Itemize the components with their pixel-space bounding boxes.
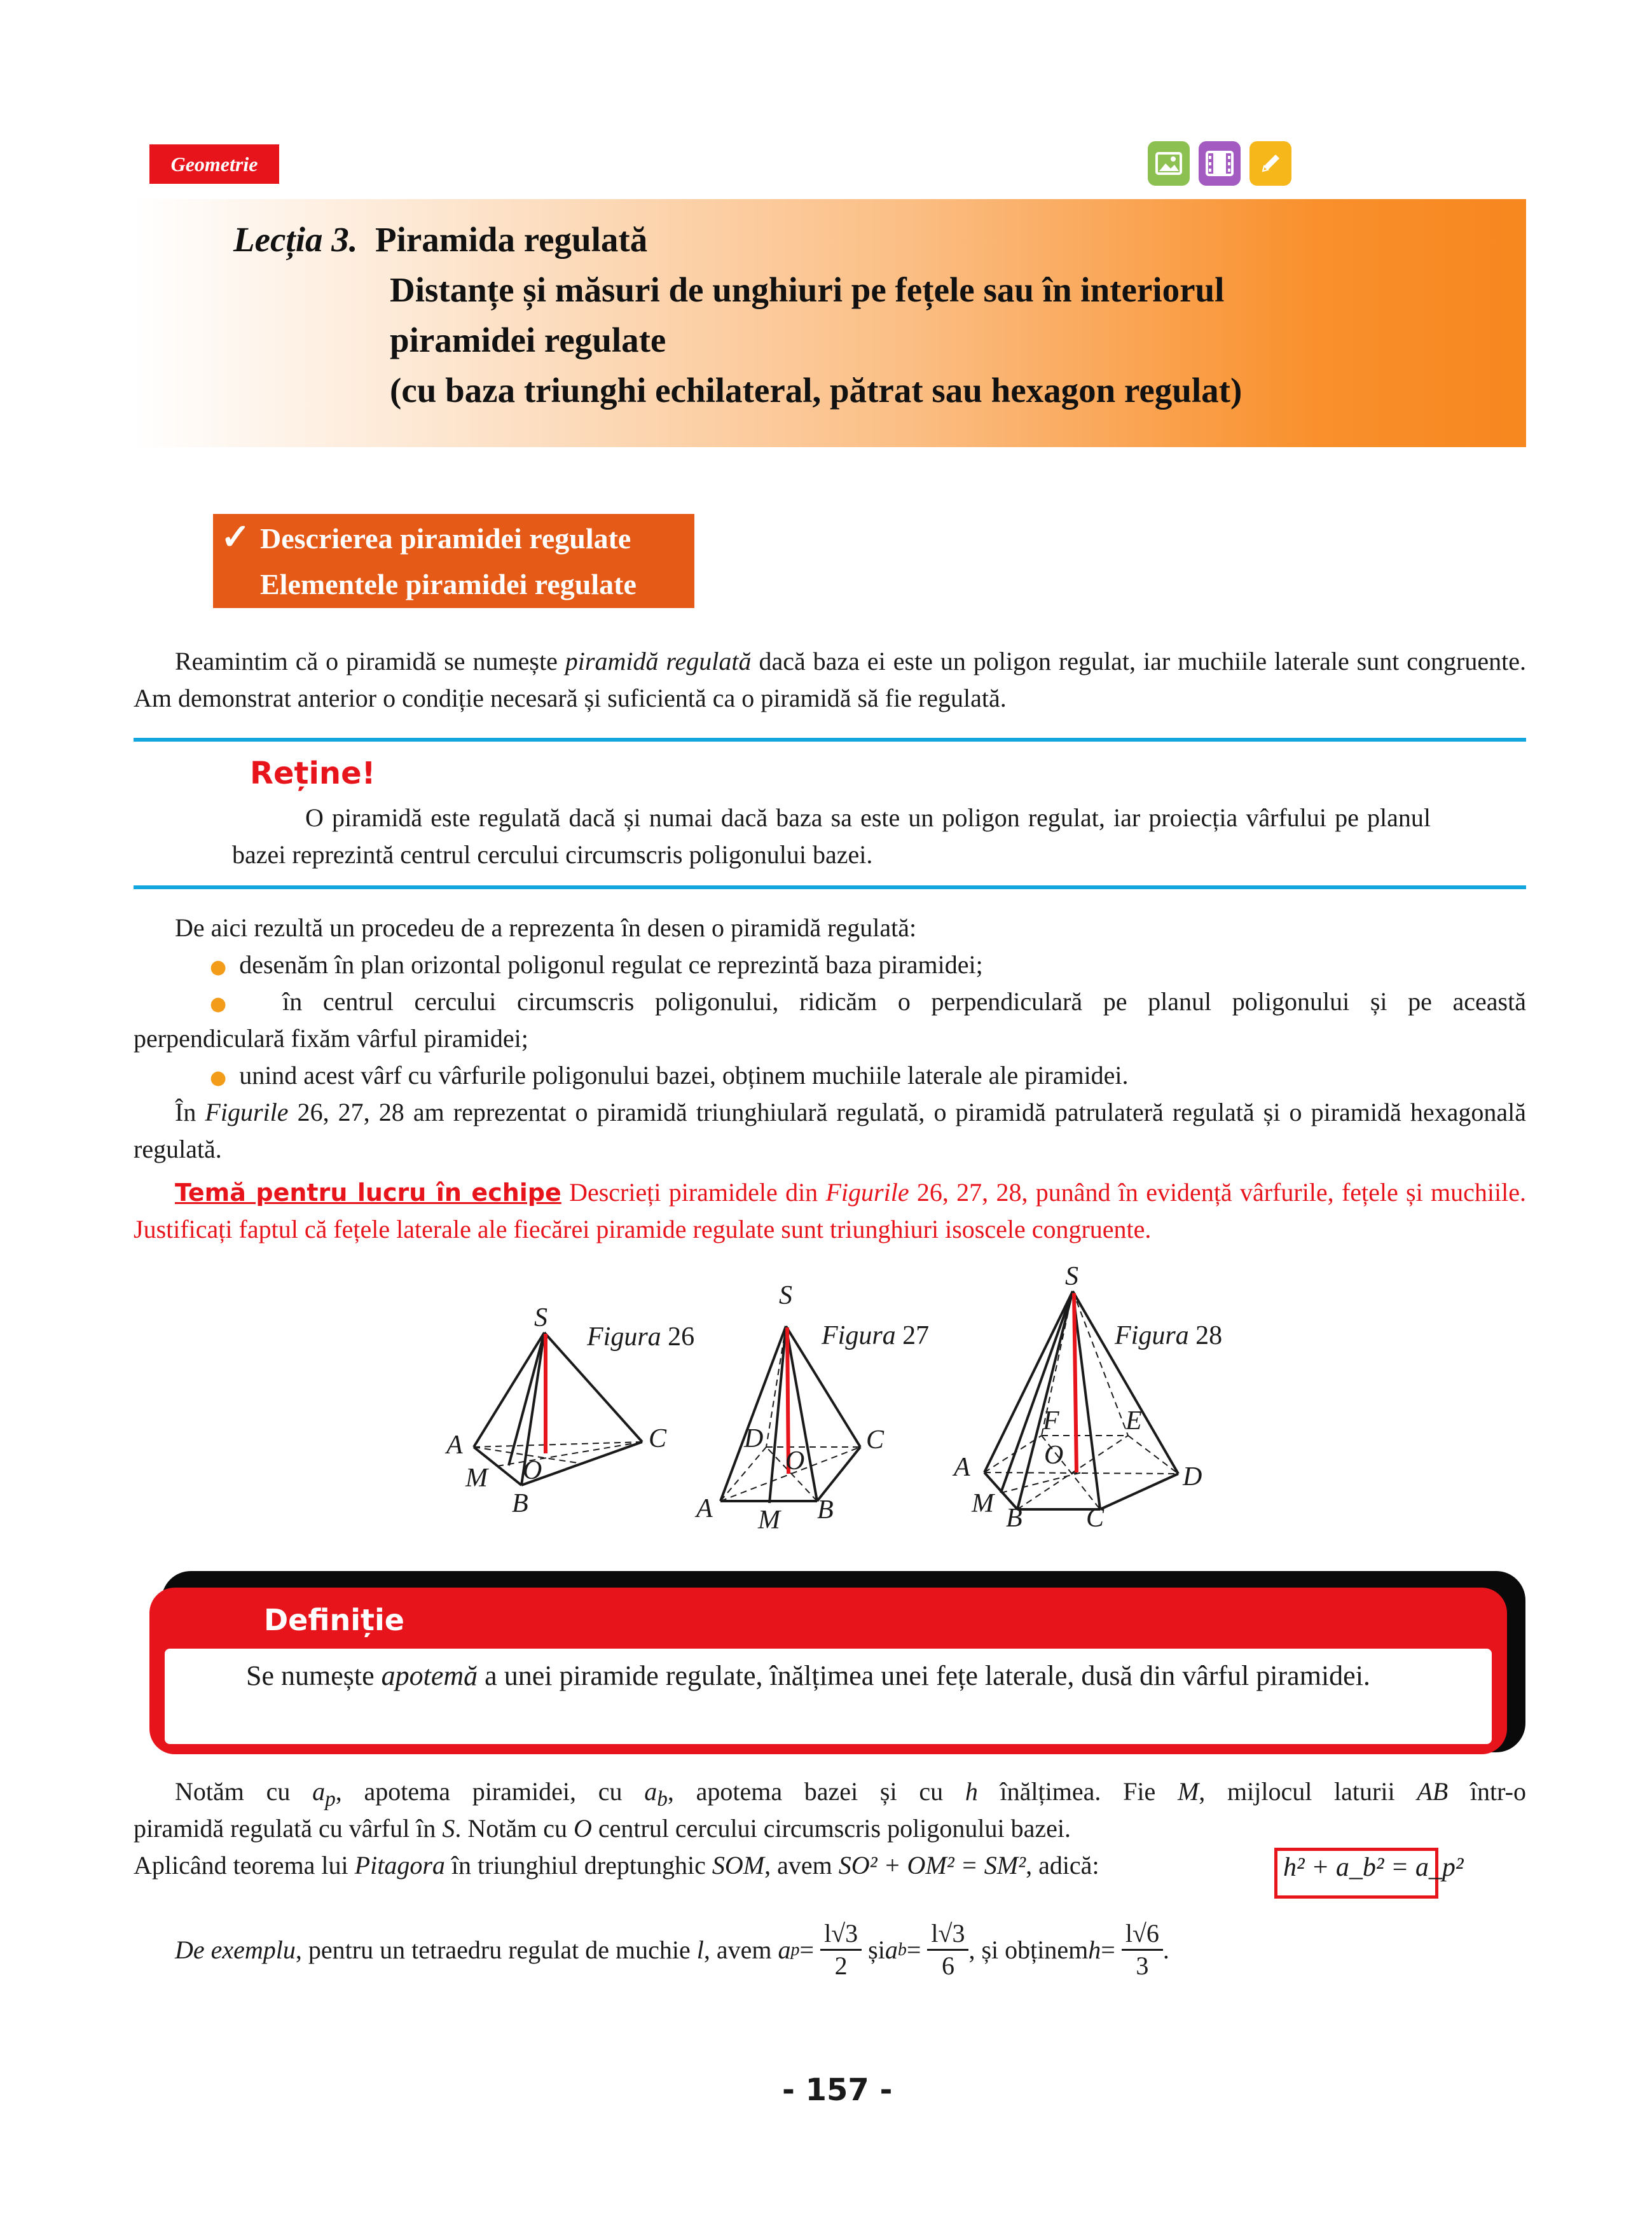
notation-line-2: piramidă regulată cu vârful în S. Notăm cu O centrul cercului circumscris poligonului bazei. <box>134 1814 1071 1843</box>
film-icon[interactable] <box>1199 141 1241 186</box>
fig26-label-C: C <box>649 1424 667 1453</box>
intro-text-1: Reamintim că o piramidă se numește <box>175 647 565 675</box>
notation-line-3: Aplicând teorema lui Pitagora în triunghiul dreptunghic SOM, avem SO² + OM² = SM², adică: <box>134 1851 1099 1880</box>
figures-paragraph <box>134 1094 1526 1168</box>
figure-26 <box>474 1333 642 1485</box>
definition-emphasis: apotemă <box>381 1660 478 1691</box>
example-line: De exemplu , pentru un tetraedru regulat de muchie l , avem a p = $\frac{l√3}{2}$ și a b = $\frac{l√3}{6}$ , și obținem h = $\frac{l√6}{3}$ . <box>175 1919 1169 1980</box>
fig27-label-A: A <box>696 1494 713 1523</box>
team-task-text-1: Descrieți piramidele din <box>561 1178 826 1207</box>
bullet-icon: ● <box>210 956 227 978</box>
section-heading-2: Elementele piramidei regulate <box>260 568 637 600</box>
procedure-bullet-2 <box>210 983 1526 1023</box>
fig26-caption: Figura 26 <box>587 1322 695 1352</box>
procedure-intro: De aici rezultă un procedeu de a reprezenta în desen o piramidă regulată: <box>175 913 917 942</box>
lesson-subtitle-2: piramidei regulate <box>390 321 666 359</box>
fig27-label-O: O <box>785 1446 805 1476</box>
figures-text-2: 26, 27, 28 am reprezentat o piramidă triunghiulară regulată, o piramidă patrulateră regulată și o piramidă hexagonală regulată. <box>134 1098 1526 1163</box>
bullet-2-text: în centrul cercului circumscris poligonului, ridicăm o perpendiculară pe planul poligonului și pe această <box>282 987 1526 1016</box>
retine-text: O piramidă este regulată dacă și numai dacă baza sa este un poligon regulat, iar proiecția vârfului pe planul bazei reprezintă centrul cercului circumscris poligonului bazei. <box>232 803 1431 869</box>
lesson-header <box>134 199 1526 447</box>
section-tag: Geometrie <box>149 144 279 184</box>
fig26-label-B: B <box>512 1489 528 1518</box>
fig27-label-D: D <box>744 1424 764 1453</box>
definition-text-2: a unei piramide regulate, înălțimea unei fețe laterale, dusă din vârful piramidei. <box>478 1660 1370 1691</box>
fig27-label-S: S <box>779 1281 792 1310</box>
fig28-label-O: O <box>1044 1441 1064 1470</box>
fig27-label-M: M <box>758 1506 780 1535</box>
fig27-label-B: B <box>817 1495 834 1525</box>
fig28-label-B: B <box>1006 1504 1022 1533</box>
bullet-icon: ● <box>210 1067 227 1089</box>
fig28-label-A: A <box>954 1453 970 1482</box>
fraction-ap: $\frac{l√3}{2}$ <box>820 1921 862 1979</box>
divider-bottom <box>134 885 1526 889</box>
divider-top <box>134 738 1526 742</box>
definition-text-1: Se numește <box>246 1660 382 1691</box>
intro-paragraph <box>134 643 1526 717</box>
lesson-title-row <box>233 219 647 260</box>
lesson-subtitle-3: (cu baza triunghi echilateral, pătrat sau hexagon regulat) <box>390 371 1242 410</box>
bullet-3-text: unind acest vârf cu vârfurile poligonului bazei, obținem muchiile laterale ale piramidei. <box>239 1061 1129 1090</box>
fig26-label-A: A <box>446 1430 463 1460</box>
fig28-label-S: S <box>1065 1263 1078 1291</box>
fig26-label-S: S <box>534 1303 547 1333</box>
fraction-ab: $\frac{l√3}{6}$ <box>927 1921 968 1979</box>
pythagoras-equation: SO² + OM² = SM² <box>838 1851 1026 1880</box>
team-task-label: Temă pentru lucru în echipe <box>175 1179 561 1207</box>
intro-emphasis: piramidă regulată <box>565 647 752 675</box>
image-icon[interactable] <box>1148 141 1190 186</box>
highlighted-formula: h² + a_b² = a_p² <box>1283 1853 1464 1882</box>
definition-title: Definiție <box>264 1603 404 1637</box>
fig27-caption: Figura 27 <box>822 1321 930 1350</box>
retine-title: Reține! <box>250 756 376 791</box>
notation-line-1: Notăm cu $a_p$, apotema piramidei, cu $a_b$, apotema bazei și cu h înălțimea. Fie M, mijlocul laturii AB într-o <box>175 1777 1526 1811</box>
fig28-label-E: E <box>1125 1406 1142 1436</box>
pencil-icon[interactable] <box>1249 141 1291 186</box>
procedure-bullet-3 <box>210 1057 1526 1097</box>
fig27-label-C: C <box>866 1425 885 1455</box>
lesson-subtitle-1: Distanțe și măsuri de unghiuri pe fețele sau în interiorul <box>390 270 1225 309</box>
lesson-title: Piramida regulată <box>375 220 648 259</box>
fig26-label-M: M <box>465 1464 488 1493</box>
page-number: - 157 - <box>782 2072 893 2108</box>
intro-text-2: dacă baza ei este un poligon regulat, iar muchiile laterale sunt congruente. Am demonstrat anterior o condiție necesară și suficientă ca o piramidă să fie regulată. <box>134 647 1526 712</box>
figures-area <box>407 1263 1310 1536</box>
team-task <box>134 1174 1526 1248</box>
section-heading-box <box>213 514 694 608</box>
figures-text-1: În <box>175 1098 205 1126</box>
section-heading-1: Descrierea piramidei regulate <box>260 522 631 555</box>
fig28-label-C: C <box>1086 1504 1105 1533</box>
procedure-bullet-2-cont: perpendiculară fixăm vârful piramidei; <box>134 1024 528 1053</box>
fig28-label-F: F <box>1043 1406 1059 1436</box>
procedure-bullet-1 <box>210 946 1526 986</box>
team-task-text-2: 26, 27, 28, punând în evidență vârfurile, fețele și muchiile. Justificați faptul că fețele laterale ale fiecărei piramide regulate sunt triunghiuri isoscele congruente. <box>134 1178 1526 1243</box>
bullet-1-text: desenăm în plan orizontal poligonul regulat ce reprezintă baza piramidei; <box>239 950 983 979</box>
fig28-caption: Figura 28 <box>1115 1321 1223 1350</box>
figures-emphasis: Figurile <box>205 1098 289 1126</box>
team-task-emphasis: Figurile <box>825 1178 909 1207</box>
check-icon: ✓ <box>221 518 251 557</box>
fraction-h: $\frac{l√6}{3}$ <box>1122 1921 1163 1979</box>
fig28-label-D: D <box>1183 1462 1202 1492</box>
lesson-label: Lecția 3. <box>233 220 358 259</box>
resource-icons <box>1148 141 1291 186</box>
bullet-icon: ● <box>210 993 241 1015</box>
figure-27 <box>720 1326 860 1503</box>
fig26-label-O: O <box>523 1456 542 1485</box>
definition-text <box>179 1656 1478 1696</box>
fig28-label-M: M <box>972 1489 994 1518</box>
